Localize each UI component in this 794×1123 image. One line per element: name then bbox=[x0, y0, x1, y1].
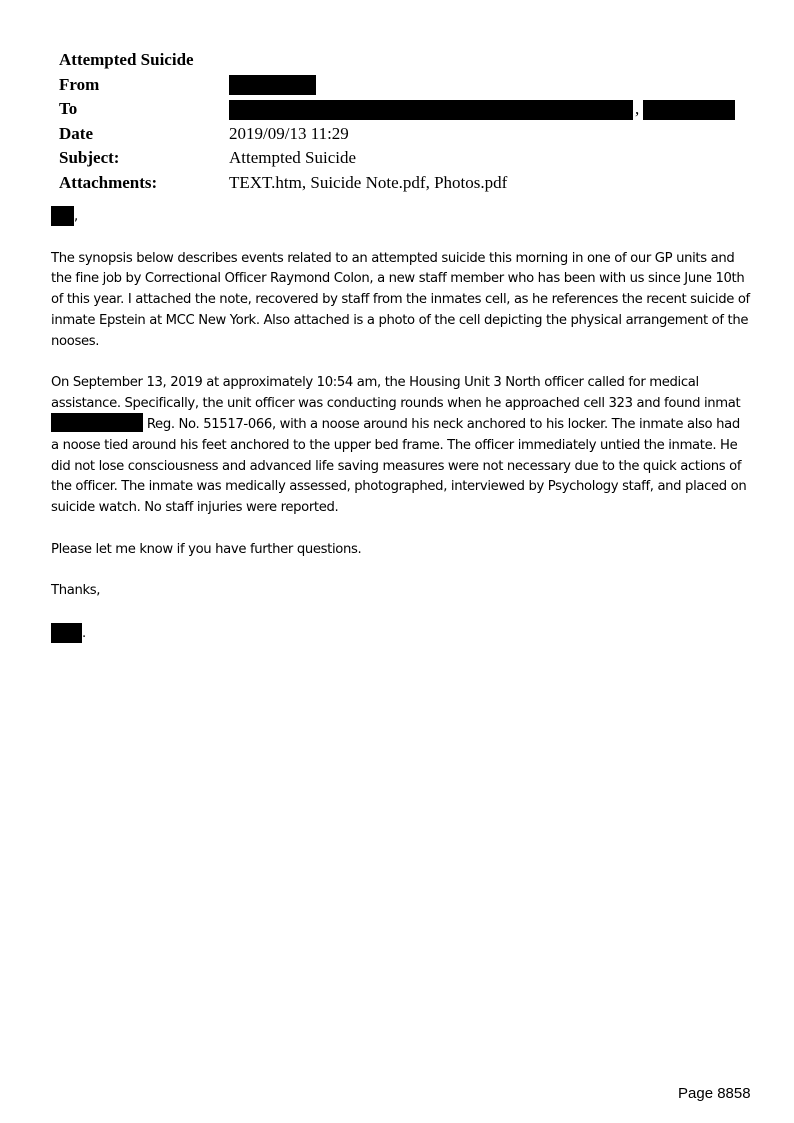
paragraph-synopsis: The synopsis below describes events related to an attempted suicide this morning in one of our GP units and the fine job by Correctional Officer Raymond Colon, a new staff member who has been with us since June 10th of this year. I attached the note, recovered by staff from the inmates cell, as he references the recent suicide of inmate Epstein at MCC New York. Also attached is a photo of the cell depicting the physical arrangement of the nooses. bbox=[51, 250, 750, 349]
to-value bbox=[229, 97, 735, 122]
page-number: Page 8858 bbox=[678, 1085, 751, 1102]
to-separator: , bbox=[635, 99, 640, 118]
redaction-box bbox=[643, 100, 735, 120]
to-row bbox=[59, 97, 735, 122]
subject-label: Subject: bbox=[59, 148, 120, 167]
subject-value: Attempted Suicide bbox=[229, 148, 357, 167]
signature bbox=[51, 623, 751, 645]
from-row bbox=[59, 73, 735, 98]
subject-row bbox=[59, 146, 735, 171]
incident-text-end: Reg. No. 51517-066, with a noose around his neck anchored to his locker. The inmate also had a noose tied around his feet anchored to the upper bed frame. The officer immediately untied the inmate. He did not lose consciousness and advanced life saving measures were not necessary due to the quick actions of the officer. The inmate was medically assessed, photographed, interviewed by Psychology staff, and placed on suicide watch. No staff injuries were reported. bbox=[51, 416, 747, 516]
redaction-box bbox=[51, 623, 82, 643]
signature-suffix: . bbox=[82, 625, 86, 641]
greeting-suffix: , bbox=[74, 209, 78, 224]
email-title: Attempted Suicide bbox=[59, 50, 194, 69]
greeting bbox=[51, 206, 751, 228]
date-label: Date bbox=[59, 123, 93, 143]
redaction-box bbox=[229, 75, 316, 95]
date-value: 2019/09/13 11:29 bbox=[229, 123, 349, 143]
to-label: To bbox=[59, 99, 78, 118]
paragraph-closing: Please let me know if you have further questions. bbox=[51, 541, 362, 557]
from-label: From bbox=[59, 74, 100, 94]
paragraph-incident bbox=[51, 373, 751, 519]
redaction-box bbox=[51, 413, 143, 432]
date-row bbox=[59, 122, 735, 147]
email-body bbox=[51, 206, 751, 666]
redaction-box bbox=[229, 100, 633, 120]
from-value bbox=[229, 73, 316, 98]
paragraph-thanks: Thanks, bbox=[51, 583, 101, 599]
attachments-label: Attachments: bbox=[59, 172, 158, 192]
title-row bbox=[59, 48, 735, 73]
attachments-value: TEXT.htm, Suicide Note.pdf, Photos.pdf bbox=[229, 172, 508, 192]
attachments-row bbox=[59, 171, 735, 196]
email-header bbox=[59, 48, 735, 195]
incident-text-start: On September 13, 2019 at approximately 10:54 am, the Housing Unit 3 North officer called for medical assistance. Specifically, the unit officer was conducting rounds when he approached cell 323 and found inmat bbox=[51, 375, 741, 412]
redaction-box bbox=[51, 206, 74, 226]
